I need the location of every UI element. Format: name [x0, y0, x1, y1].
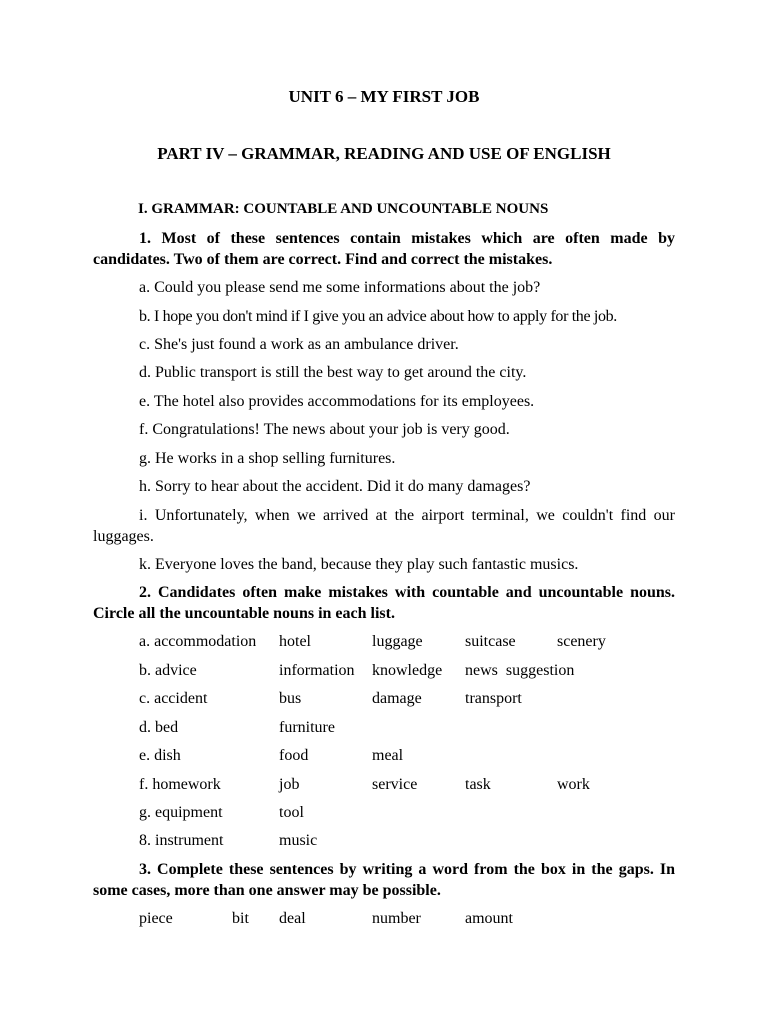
noun-cell: d. bed	[139, 719, 179, 736]
noun-cell: f. homework	[139, 776, 221, 793]
noun-cell: a. accommodation	[139, 633, 257, 650]
noun-cell: bus	[279, 690, 302, 707]
word-box-item: piece	[139, 910, 173, 927]
exercise-1-item: a. Could you please send me some informations about the job?	[139, 279, 541, 296]
noun-cell: transport	[465, 690, 522, 707]
noun-cell: meal	[372, 747, 404, 764]
exercise-1-item: b. I hope you don't mind if I give you an advice about how to apply for the job.	[139, 308, 617, 325]
noun-cell: news suggestion	[465, 662, 575, 679]
noun-cell: music	[279, 832, 318, 849]
noun-cell: task	[465, 776, 491, 793]
noun-cell: scenery	[557, 633, 606, 650]
exercise-1-item: d. Public transport is still the best way to get around the city.	[139, 364, 527, 381]
noun-cell: job	[279, 776, 300, 793]
noun-cell: luggage	[372, 633, 423, 650]
exercise-3-instruction	[93, 859, 675, 901]
exercise-3-instruction-text: 3. Complete these sentences by writing a word from the box in the gaps. In some cases, more than one answer may be possible.	[93, 861, 675, 899]
noun-cell: work	[557, 776, 590, 793]
noun-cell: e. dish	[139, 747, 181, 764]
noun-cell: service	[372, 776, 418, 793]
part-title: PART IV – GRAMMAR, READING AND USE OF ENGLISH	[157, 144, 611, 163]
exercise-1-item: g. He works in a shop selling furnitures.	[139, 450, 396, 467]
noun-cell: information	[279, 662, 355, 679]
noun-cell: tool	[279, 804, 304, 821]
noun-cell: 8. instrument	[139, 832, 224, 849]
noun-cell: c. accident	[139, 690, 208, 707]
noun-cell: b. advice	[139, 662, 197, 679]
exercise-1-item: i. Unfortunately, when we arrived at the airport terminal, we couldn't find our luggages.	[93, 507, 675, 545]
word-box-item: deal	[279, 910, 306, 927]
noun-cell: suitcase	[465, 633, 516, 650]
noun-cell: g. equipment	[139, 804, 223, 821]
exercise-1-instruction	[93, 228, 675, 270]
section-title: I. GRAMMAR: COUNTABLE AND UNCOUNTABLE NOUNS	[138, 201, 549, 217]
noun-cell: furniture	[279, 719, 335, 736]
word-box-item: bit	[232, 910, 249, 927]
exercise-1-item: k. Everyone loves the band, because they play such fantastic musics.	[139, 556, 579, 573]
noun-cell: food	[279, 747, 309, 764]
unit-title: UNIT 6 – MY FIRST JOB	[288, 87, 480, 106]
noun-cell: damage	[372, 690, 422, 707]
noun-cell: knowledge	[372, 662, 443, 679]
exercise-2-instruction	[93, 582, 675, 624]
exercise-1-item: c. She's just found a work as an ambulance driver.	[139, 336, 459, 353]
exercise-2-instruction-text: 2. Candidates often make mistakes with countable and uncountable nouns. Circle all the uncountable nouns in each list.	[93, 584, 675, 622]
exercise-1-item: h. Sorry to hear about the accident. Did it do many damages?	[139, 478, 531, 495]
exercise-1-instruction-text: 1. Most of these sentences contain mistakes which are often made by candidates. Two of them are correct. Find and correct the mistakes.	[93, 230, 675, 268]
noun-cell: hotel	[279, 633, 311, 650]
word-box-item: number	[372, 910, 421, 927]
exercise-1-item: f. Congratulations! The news about your job is very good.	[139, 421, 510, 438]
exercise-1-item: e. The hotel also provides accommodations for its employees.	[139, 393, 535, 410]
word-box-item: amount	[465, 910, 513, 927]
